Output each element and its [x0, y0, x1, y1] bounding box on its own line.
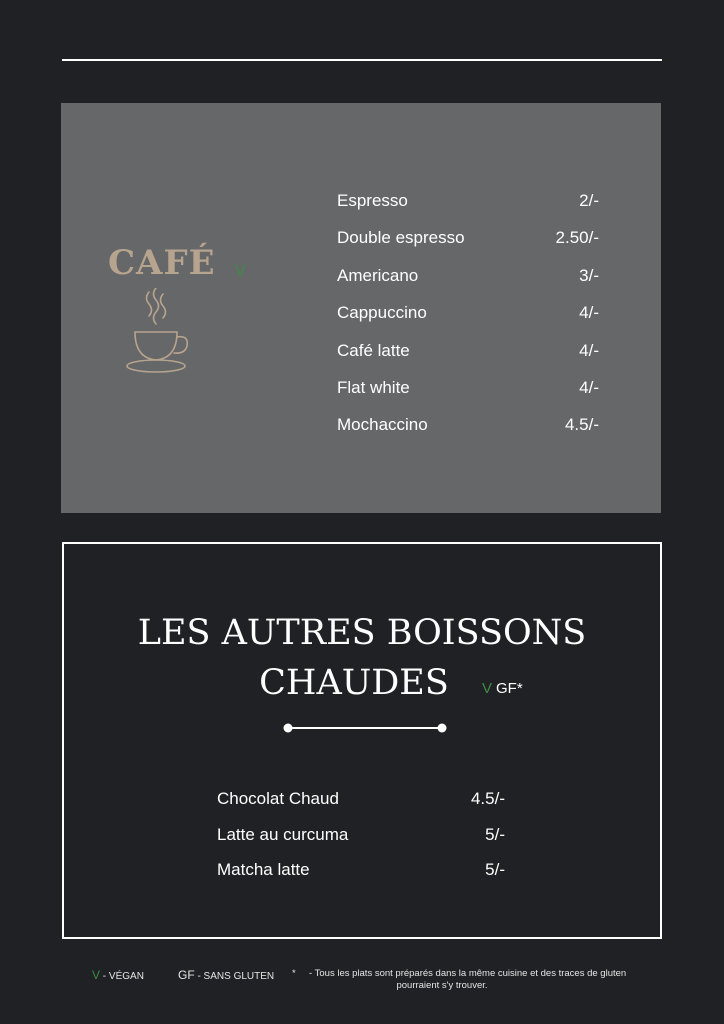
coffee-cup-icon — [125, 288, 195, 378]
note-line-2: pourraient s'y trouver. — [396, 980, 488, 991]
item-price: 4.5/- — [564, 415, 599, 435]
cafe-section — [61, 103, 661, 513]
item-name: Cappuccino — [337, 303, 427, 323]
vegan-icon: V — [482, 680, 493, 697]
item-name: Latte au curcuma — [217, 824, 349, 844]
item-name: Mochaccino — [337, 415, 428, 435]
title-line-1: LES AUTRES BOISSONS — [137, 613, 587, 653]
item-name: Matcha latte — [217, 860, 310, 879]
legend-vegan — [92, 968, 144, 982]
menu-item — [217, 789, 505, 825]
diet-tags — [482, 680, 523, 697]
item-price: 4.5/- — [470, 789, 505, 808]
item-price: 5/- — [485, 824, 505, 844]
item-price: 4/- — [579, 340, 599, 360]
item-price: 2.50/- — [555, 228, 599, 248]
coffee-menu-list — [337, 191, 599, 453]
title-line-2: CHAUDES — [259, 663, 449, 703]
item-name: Café latte — [337, 340, 410, 360]
menu-item — [337, 378, 599, 415]
item-name: Double espresso — [337, 228, 465, 248]
asterisk-icon: * — [292, 968, 296, 979]
menu-item — [217, 825, 505, 861]
hot-drinks-list — [217, 789, 505, 896]
item-price: 2/- — [579, 191, 599, 210]
item-name: Flat white — [337, 377, 410, 397]
item-price: 4/- — [579, 303, 599, 323]
hot-drinks-title — [64, 608, 660, 708]
gluten-free-icon: GF — [178, 968, 195, 982]
item-price: 5/- — [485, 860, 505, 879]
legend-note — [292, 968, 652, 992]
item-name: Chocolat Chaud — [217, 789, 339, 808]
gluten-free-label: - SANS GLUTEN — [197, 971, 275, 982]
menu-item — [337, 266, 599, 303]
item-price: 4/- — [579, 377, 599, 397]
ornament-divider — [282, 722, 448, 734]
menu-item — [337, 303, 599, 340]
item-price: 3/- — [579, 265, 599, 285]
menu-item — [337, 228, 599, 265]
vegan-icon: V — [92, 968, 101, 982]
menu-item — [337, 415, 599, 452]
item-name: Espresso — [337, 191, 408, 210]
menu-item — [337, 341, 599, 378]
hot-drinks-section — [62, 542, 662, 939]
gluten-free-badge: GF* — [496, 680, 523, 697]
note-line-1: - Tous les plats sont préparés dans la même cuisine et des traces de gluten — [309, 968, 627, 979]
item-name: Americano — [337, 265, 419, 285]
menu-item — [217, 860, 505, 896]
cafe-title: CAFÉ — [108, 243, 216, 283]
vegan-icon: V — [235, 263, 246, 280]
top-divider — [62, 59, 662, 61]
vegan-label: - VÉGAN — [102, 971, 144, 982]
legend-gluten-free — [178, 968, 274, 982]
menu-item — [337, 191, 599, 228]
